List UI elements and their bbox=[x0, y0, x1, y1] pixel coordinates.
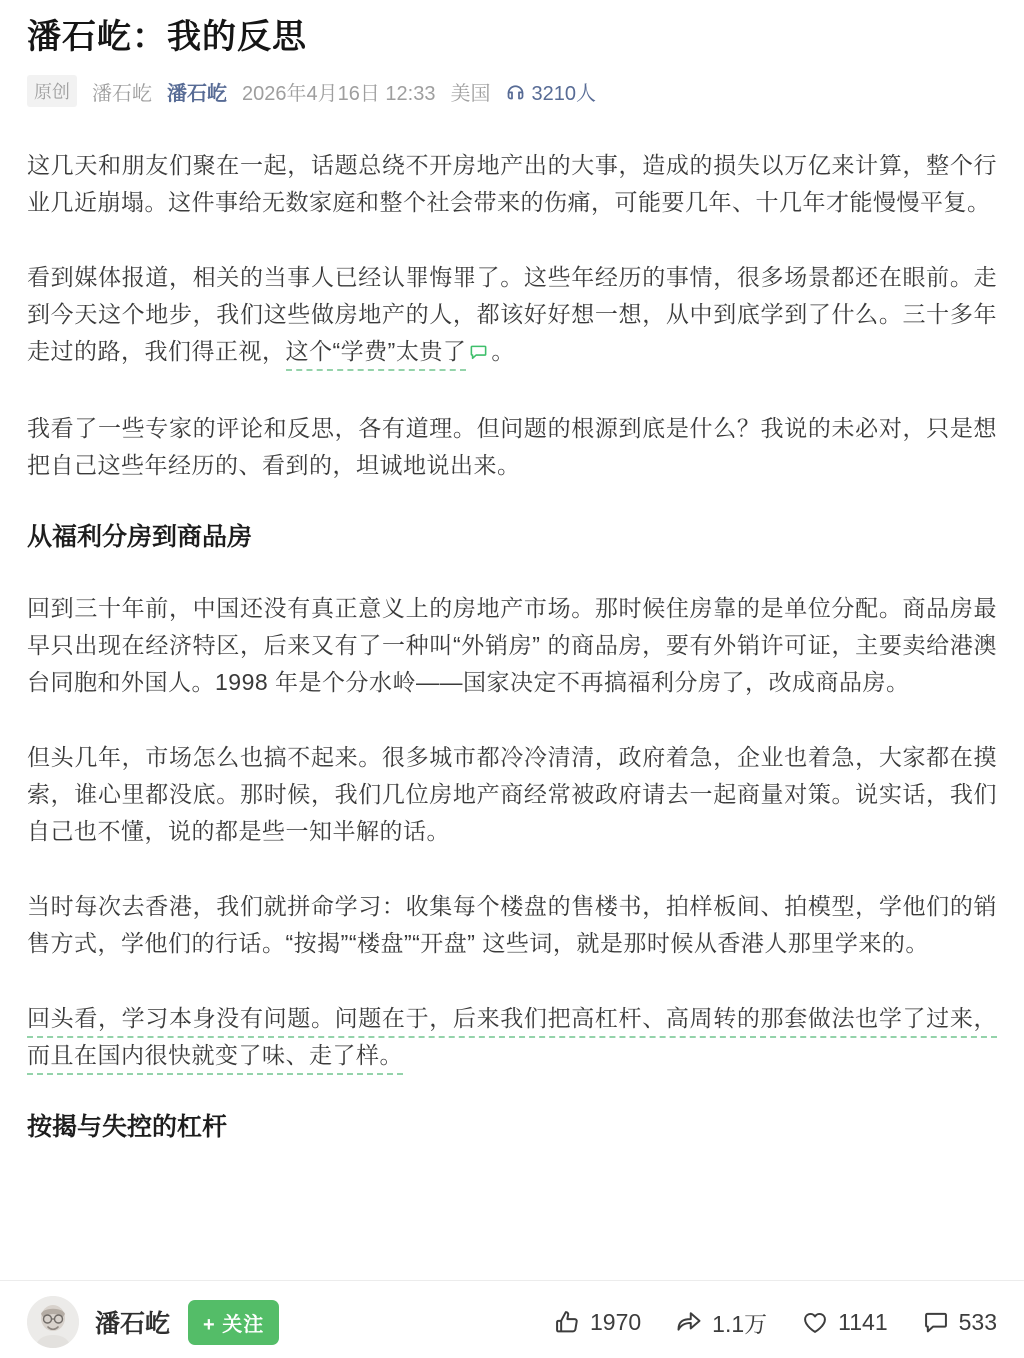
paragraph-5: 但头几年，市场怎么也搞不起来。很多城市都冷冷清清，政府着急，企业也着急，大家都在摸索，谁心里都没底。那时候，我们几位房地产商经常被政府请去一起商量对策。说实话，我们自己也不懂，说的都是些一知半解的话。 bbox=[27, 744, 997, 844]
comment-count: 533 bbox=[958, 1308, 997, 1335]
headphones-icon bbox=[505, 81, 526, 102]
share-icon bbox=[675, 1308, 703, 1336]
paragraph-3: 我看了一些专家的评论和反思，各有道理。但问题的根源到底是什么？我说的未必对，只是想把自己这些年经历的、看到的，坦诚地说出来。 bbox=[27, 415, 997, 478]
paragraph-2-tail: 。 bbox=[491, 338, 515, 364]
article-body bbox=[27, 107, 997, 1142]
page-title: 潘石屹：我的反思 bbox=[27, 18, 307, 56]
footer-author-name[interactable]: 潘石屹 bbox=[95, 1310, 171, 1338]
publish-location: 美国 bbox=[450, 82, 491, 105]
section-heading-1: 从福利分房到商品房 bbox=[27, 523, 253, 551]
favorite-button[interactable] bbox=[801, 1308, 887, 1336]
footer-bar bbox=[0, 1280, 1024, 1358]
listen-count[interactable] bbox=[505, 77, 596, 106]
highlighted-phrase[interactable]: 这个“学费”太贵了 bbox=[286, 338, 467, 371]
paragraph-7 bbox=[27, 1000, 997, 1074]
favorite-count: 1141 bbox=[838, 1308, 888, 1335]
share-button[interactable] bbox=[675, 1306, 767, 1339]
paragraph-4: 回到三十年前，中国还没有真正意义上的房地产市场。那时候住房靠的是单位分配。商品房最早只出现在经济特区，后来又有了一种叫“外销房” 的商品房，要有外销许可证，主要卖给港澳台同胞和外国人。1998 年是个分水岭——国家决定不再搞福利分房了，改成商品房。 bbox=[27, 595, 997, 695]
avatar[interactable] bbox=[27, 1296, 79, 1348]
paragraph-2-text: 看到媒体报道，相关的当事人已经认罪悔罪了。这些年经历的事情，很多场景都还在眼前。走到今天这个地步，我们这些做房地产的人，都该好好想一想，从中到底学到了什么。三十多年走过的路，我们得正视， bbox=[27, 264, 997, 364]
heart-icon bbox=[801, 1308, 829, 1336]
paragraph-2 bbox=[27, 259, 997, 372]
listen-count-label: 3210人 bbox=[531, 82, 596, 105]
follow-button[interactable]: + 关注 bbox=[188, 1300, 279, 1345]
comment-button[interactable] bbox=[922, 1308, 997, 1336]
paragraph-6: 当时每次去香港，我们就拼命学习：收集每个楼盘的售楼书，拍样板间、拍模型，学他们的销售方式，学他们的行话。“按揭”“楼盘”“开盘” 这些词，就是那时候从香港人那里学来的。 bbox=[27, 893, 997, 956]
like-count: 1970 bbox=[590, 1308, 642, 1335]
share-count: 1.1万 bbox=[712, 1310, 768, 1337]
section-heading-2: 按揭与失控的杠杆 bbox=[27, 1113, 228, 1141]
highlighted-paragraph[interactable]: 回头看，学习本身没有问题。问题在于，后来我们把高杠杆、高周转的那套做法也学了过来，而且在国内很快就变了味、走了样。 bbox=[27, 1005, 997, 1075]
thumbs-up-icon bbox=[553, 1308, 581, 1336]
paragraph-1: 这几天和朋友们聚在一起，话题总绕不开房地产出的大事，造成的损失以万亿来计算，整个行业几近崩塌。这件事给无数家庭和整个社会带来的伤痛，可能要几年、十几年才能慢慢平复。 bbox=[27, 152, 997, 215]
publish-date: 2026年4月16日 12:33 bbox=[242, 82, 436, 105]
engagement-stats bbox=[553, 1306, 997, 1339]
author-name-gray: 潘石屹 bbox=[92, 82, 152, 105]
original-badge: 原创 bbox=[27, 75, 77, 107]
account-link[interactable]: 潘石屹 bbox=[167, 82, 227, 105]
like-button[interactable] bbox=[553, 1308, 641, 1336]
comment-icon bbox=[922, 1308, 950, 1336]
article-meta bbox=[27, 75, 997, 107]
note-bubble-icon[interactable] bbox=[469, 335, 488, 372]
